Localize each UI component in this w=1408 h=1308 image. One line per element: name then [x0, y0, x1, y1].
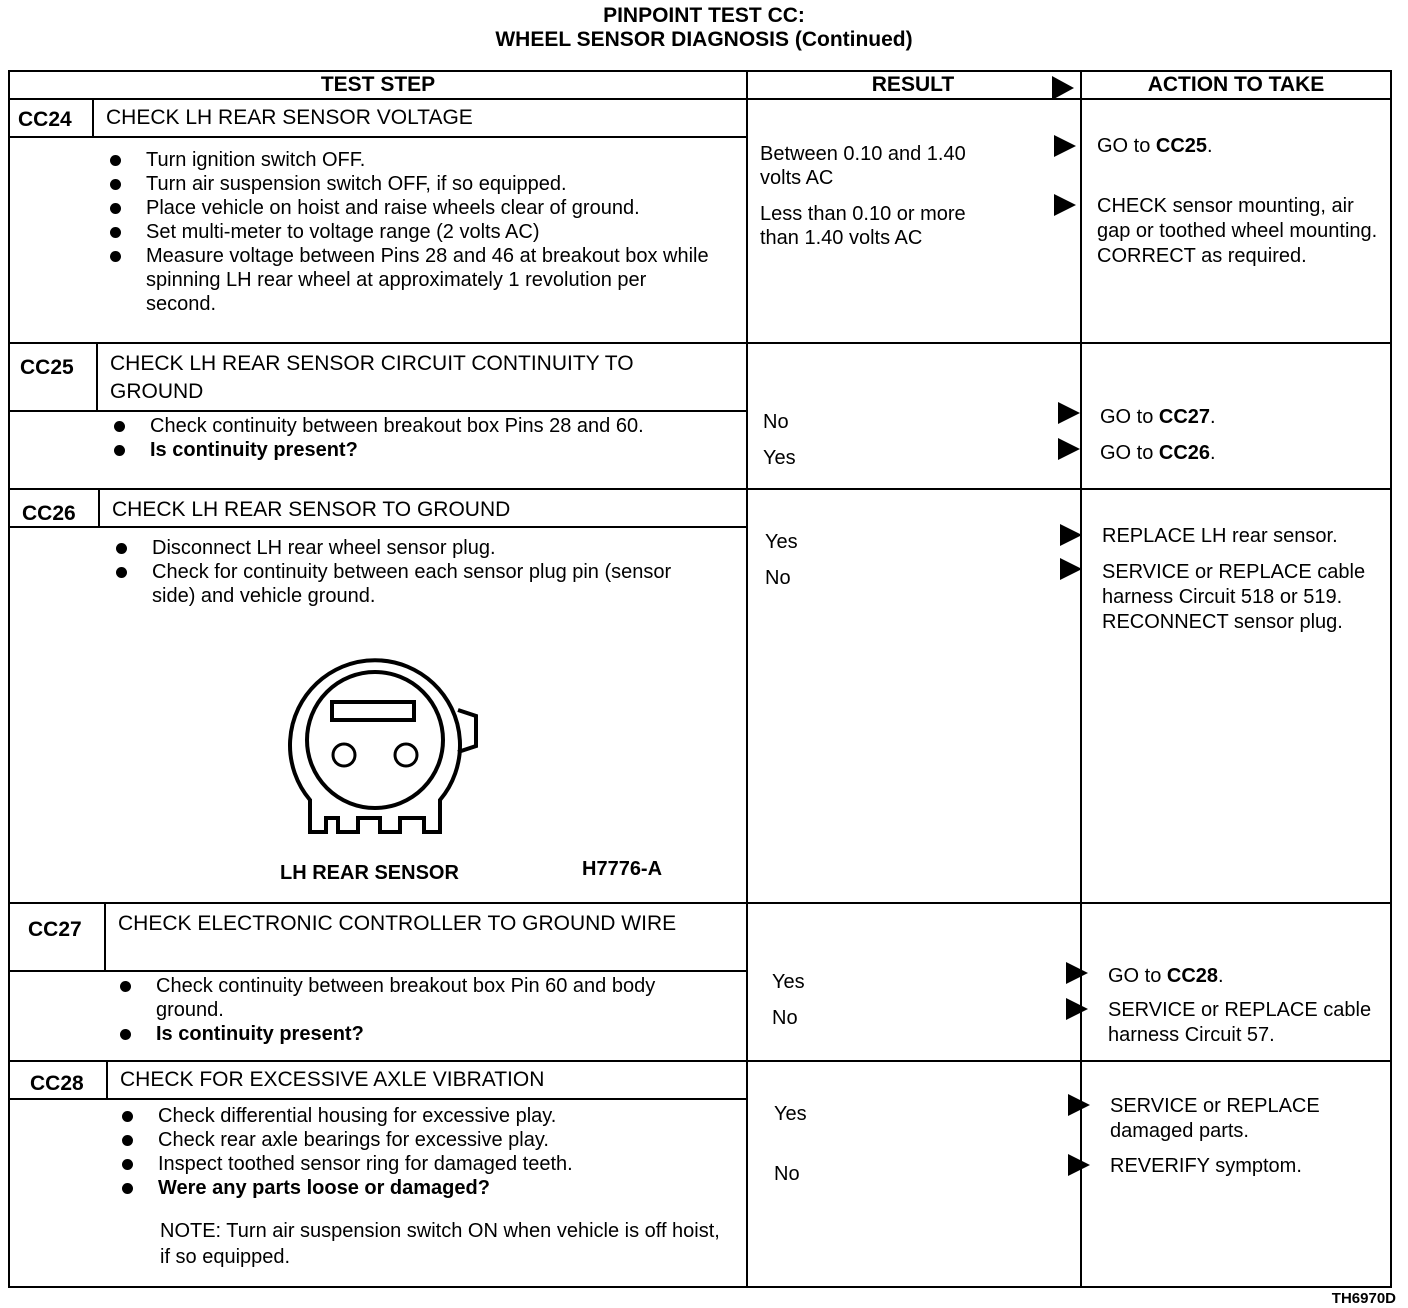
action-text: GO to CC25.: [1097, 135, 1213, 157]
step-title-cc24: CHECK LH REAR SENSOR VOLTAGE: [106, 106, 473, 129]
title-underline: [10, 526, 746, 528]
header-test-step: TEST STEP: [10, 72, 746, 100]
row-divider: [10, 488, 1390, 490]
result-text: Yes: [772, 971, 805, 993]
list-item: Disconnect LH rear wheel sensor plug.: [116, 536, 716, 560]
column-divider: [746, 72, 748, 1286]
list-item: Check continuity between breakout box Pins 28 and 60.: [114, 414, 724, 438]
header-action: ACTION TO TAKE: [1080, 72, 1392, 100]
arrow-icon: [1068, 1094, 1090, 1116]
list-item: Check differential housing for excessive play.: [122, 1104, 732, 1128]
header-arrow-icon: [1052, 76, 1074, 100]
step-title-cc25: CHECK LH REAR SENSOR CIRCUIT CONTINUITY TO GROUND: [110, 352, 634, 403]
list-item: Is continuity present?: [114, 438, 724, 462]
row-divider: [10, 1060, 1390, 1062]
step-title-cc27: CHECK ELECTRONIC CONTROLLER TO GROUND WIRE: [118, 912, 677, 935]
arrow-icon: [1060, 524, 1082, 546]
list-item: Place vehicle on hoist and raise wheels clear of ground.: [110, 196, 710, 220]
list-item: Turn ignition switch OFF.: [110, 148, 710, 172]
header-result: RESULT: [746, 72, 1080, 100]
action-text: SERVICE or REPLACE cable harness Circuit 518 or 519. RECONNECT sensor plug.: [1102, 561, 1366, 633]
arrow-icon: [1058, 438, 1080, 460]
title-underline: [10, 410, 746, 412]
result-text: Between 0.10 and 1.40 volts AC: [760, 143, 966, 189]
figure-caption: LH REAR SENSOR: [280, 862, 459, 884]
figure-id: H7776-A: [582, 858, 663, 880]
result-text: Less than 0.10 or more than 1.40 volts AC: [760, 203, 966, 249]
step-bullets-cc25: [114, 414, 724, 462]
arrow-icon: [1058, 402, 1080, 424]
list-item: Measure voltage between Pins 28 and 46 at breakout box while spinning LH rear wheel at approximately 1 revolution per second.: [110, 244, 710, 316]
result-text: Yes: [763, 447, 796, 469]
step-code-cc26: CC26: [22, 502, 76, 525]
step-bullets-cc27: [120, 974, 720, 1046]
action-text: SERVICE or REPLACE damaged parts.: [1110, 1095, 1320, 1142]
action-text: GO to CC28.: [1108, 965, 1224, 987]
arrow-icon: [1054, 194, 1076, 216]
page-subtitle: WHEEL SENSOR DIAGNOSIS (Continued): [495, 28, 913, 51]
action-text: REVERIFY symptom.: [1110, 1155, 1302, 1177]
list-item: Check for continuity between each sensor plug pin (sensor side) and vehicle ground.: [116, 560, 716, 608]
result-text: No: [774, 1163, 800, 1185]
title-underline: [94, 136, 746, 138]
step-title-cc28: CHECK FOR EXCESSIVE AXLE VIBRATION: [120, 1068, 545, 1091]
action-text: REPLACE LH rear sensor.: [1102, 525, 1338, 547]
arrow-icon: [1060, 558, 1082, 580]
list-item: Is continuity present?: [120, 1022, 720, 1046]
list-item: Check rear axle bearings for excessive play.: [122, 1128, 732, 1152]
action-text: SERVICE or REPLACE cable harness Circuit 57.: [1108, 999, 1372, 1046]
row-divider: [10, 902, 1390, 904]
arrow-icon: [1066, 998, 1088, 1020]
arrow-icon: [1068, 1154, 1090, 1176]
title-underline: [10, 970, 746, 972]
step-code-cc24: CC24: [18, 108, 72, 131]
step-bullets-cc24: [110, 148, 710, 316]
step-title-cc26: CHECK LH REAR SENSOR TO GROUND: [112, 498, 511, 521]
arrow-icon: [1054, 135, 1076, 157]
list-item: Were any parts loose or damaged?: [122, 1176, 732, 1200]
step-note: NOTE: Turn air suspension switch ON when vehicle is off hoist, if so equipped.: [160, 1220, 720, 1268]
page-title: PINPOINT TEST CC:: [603, 4, 805, 27]
step-code-cc25: CC25: [20, 356, 74, 379]
lh-rear-sensor-figure: [272, 652, 492, 852]
action-text: GO to CC27.: [1100, 406, 1216, 428]
row-divider: [10, 342, 1390, 344]
list-item: Set multi-meter to voltage range (2 volts AC): [110, 220, 710, 244]
step-code-cc28: CC28: [30, 1072, 84, 1095]
list-item: Inspect toothed sensor ring for damaged teeth.: [122, 1152, 732, 1176]
step-bullets-cc28: [122, 1104, 732, 1200]
figure-reference: TH6970D: [1331, 1290, 1396, 1307]
arrow-icon: [1066, 962, 1088, 984]
title-underline: [10, 1098, 746, 1100]
result-text: Yes: [774, 1103, 807, 1125]
result-text: Yes: [765, 531, 798, 553]
step-code-cc27: CC27: [28, 918, 82, 941]
action-text: GO to CC26.: [1100, 442, 1216, 464]
list-item: Check continuity between breakout box Pin 60 and body ground.: [120, 974, 720, 1022]
result-text: No: [765, 567, 791, 589]
list-item: Turn air suspension switch OFF, if so equipped.: [110, 172, 710, 196]
result-text: No: [772, 1007, 798, 1029]
diagnosis-table: [8, 70, 1392, 1288]
step-bullets-cc26: [116, 536, 716, 608]
result-text: No: [763, 411, 789, 433]
action-text: CHECK sensor mounting, air gap or toothed wheel mounting. CORRECT as required.: [1097, 195, 1378, 267]
